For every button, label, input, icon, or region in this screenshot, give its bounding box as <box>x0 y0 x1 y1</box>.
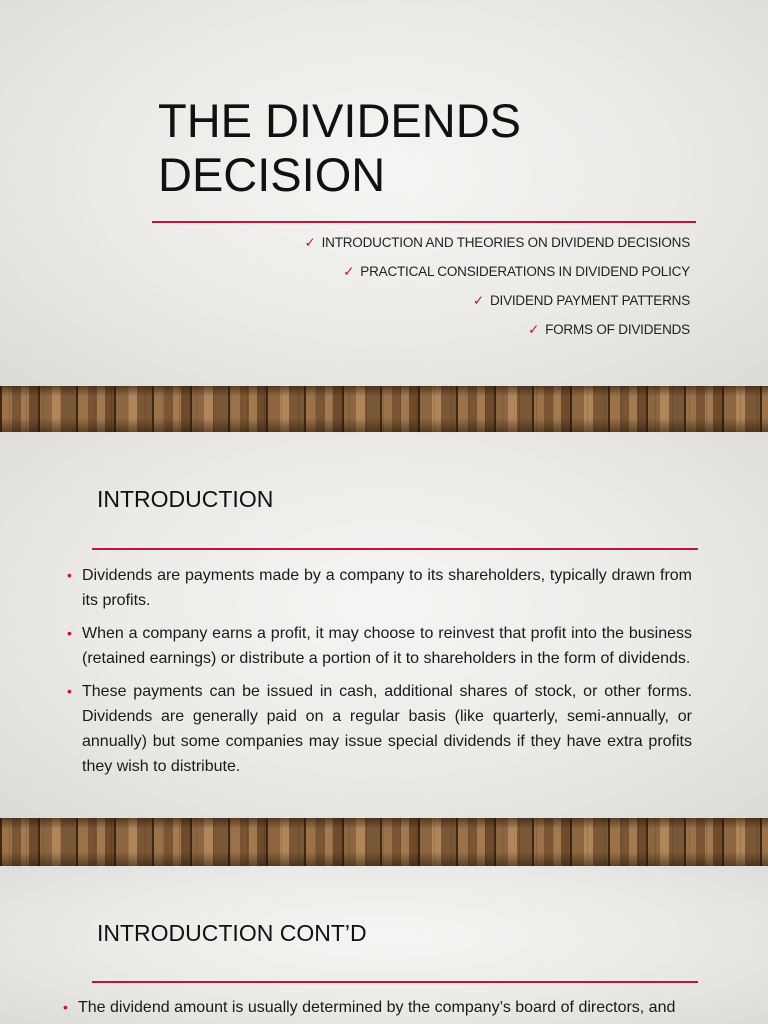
topic-item: ✓ DIVIDEND PAYMENT PATTERNS <box>472 293 690 308</box>
bullet-item: • These payments can be issued in cash, additional shares of stock, or other forms. Dividends are generally paid on a regular basis (like quarterly, semi-annually, or annually) but some companies may issue special dividends if they have extra profits they wish to distribute. <box>64 679 692 779</box>
slide-introduction <box>0 432 768 818</box>
slide-introduction-contd <box>0 866 768 1024</box>
topic-item: ✓ PRACTICAL CONSIDERATIONS IN DIVIDEND POLICY <box>343 264 690 279</box>
bullet-item: • Dividends are payments made by a company to its shareholders, typically drawn from its profits. <box>64 563 692 613</box>
slide-heading: INTRODUCTION <box>97 486 274 512</box>
checkmark-icon: ✓ <box>343 264 355 279</box>
bullet-icon: • <box>63 999 68 1015</box>
bullet-icon: • <box>67 567 72 583</box>
wood-floor-divider <box>0 386 768 432</box>
bullet-item: • The dividend amount is usually determined by the company’s board of directors, and <box>60 995 692 1020</box>
slide-heading: INTRODUCTION CONT’D <box>97 920 367 946</box>
bullet-icon: • <box>67 683 72 699</box>
topic-item: ✓ INTRODUCTION AND THEORIES ON DIVIDEND DECISIONS <box>304 235 690 250</box>
topics-list <box>304 228 690 344</box>
checkmark-icon: ✓ <box>304 235 316 250</box>
bullet-list <box>60 995 692 1024</box>
checkmark-icon: ✓ <box>472 293 484 308</box>
title-divider <box>152 221 696 223</box>
bullet-list <box>64 563 692 787</box>
bullet-item: • When a company earns a profit, it may choose to reinvest that profit into the business (retained earnings) or distribute a portion of it to shareholders in the form of dividends. <box>64 621 692 671</box>
heading-divider <box>92 548 698 550</box>
checkmark-icon: ✓ <box>527 322 540 337</box>
slide-title <box>0 0 768 386</box>
bullet-icon: • <box>67 625 72 641</box>
wood-floor-divider <box>0 818 768 866</box>
topic-item: ✓ FORMS OF DIVIDENDS <box>527 322 690 337</box>
heading-divider <box>92 981 698 983</box>
slide-title-heading: THE DIVIDENDS DECISION <box>158 94 521 201</box>
